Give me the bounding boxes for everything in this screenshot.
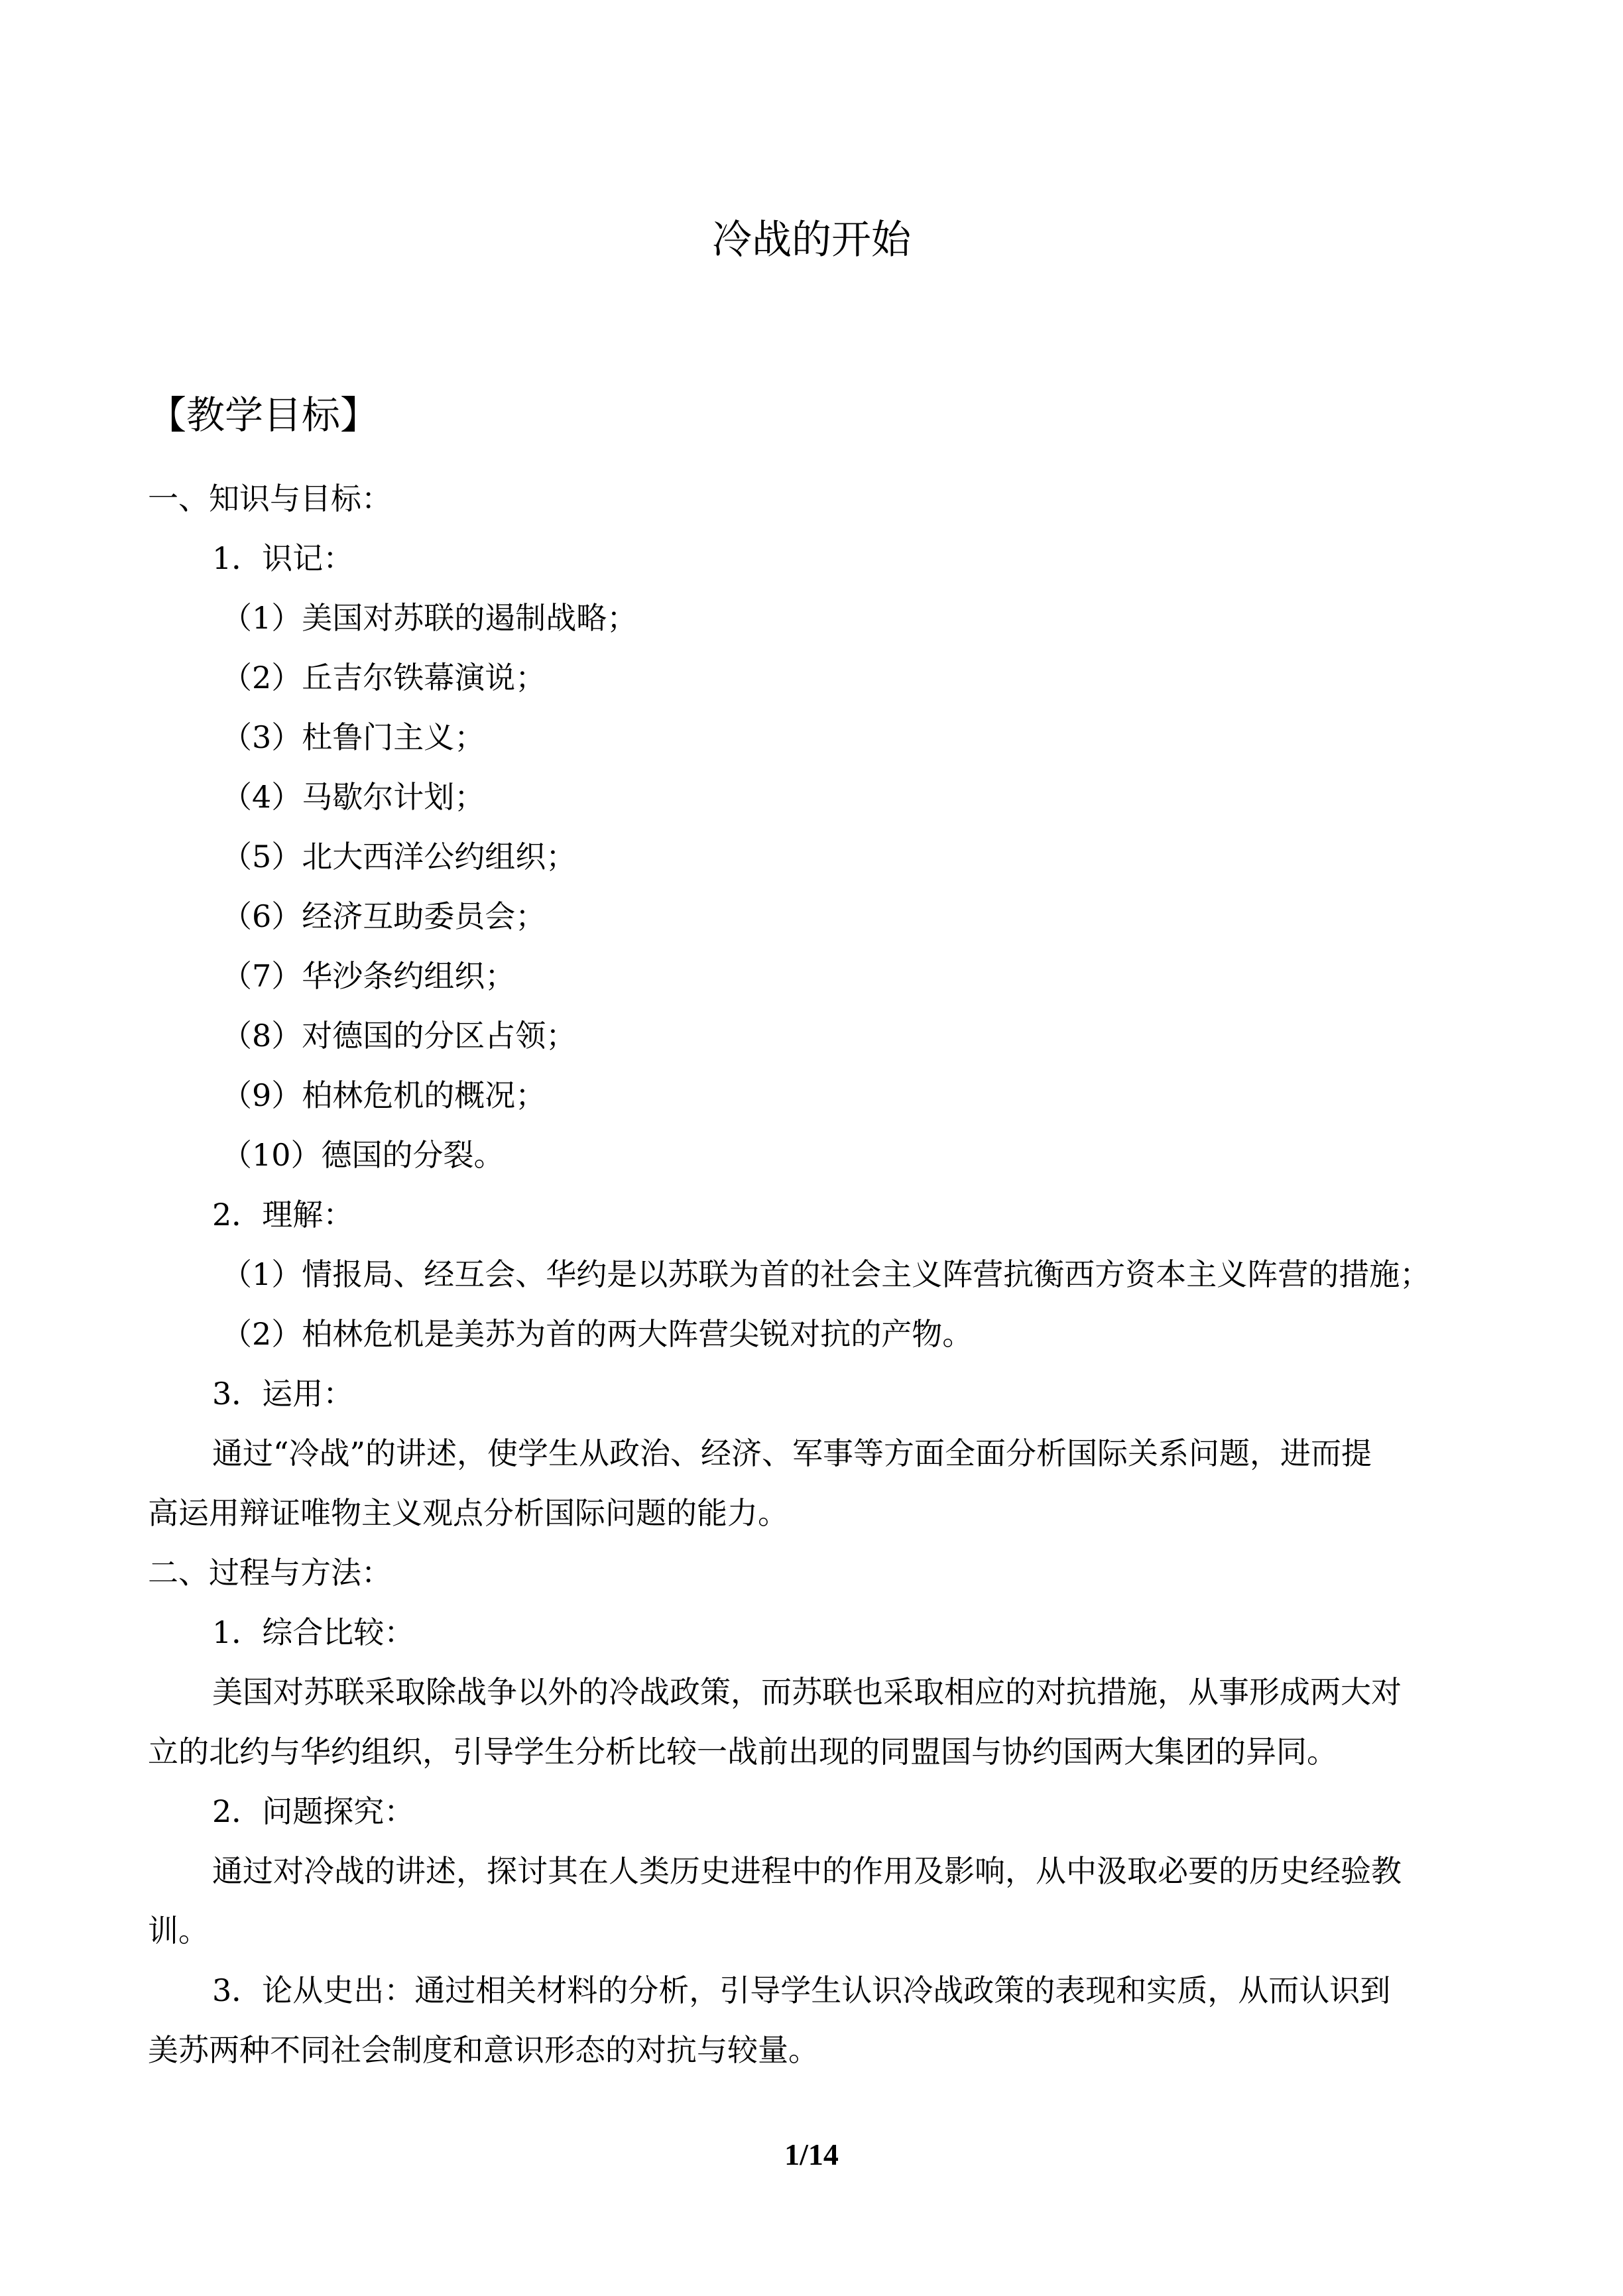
inquiry-paragraph-line: 训。 — [148, 1913, 209, 1949]
compare-paragraph-line: 美国对苏联采取除战争以外的冷战政策，而苏联也采取相应的对抗措施，从事形成两大对 — [212, 1674, 1402, 1710]
apply-paragraph-line: 通过“冷战”的讲述，使学生从政治、经济、军事等方面全面分析国际关系问题，进而提 — [212, 1435, 1372, 1471]
apply-heading: 3．运用： — [212, 1376, 354, 1412]
compare-paragraph-line: 立的北约与华约组织，引导学生分析比较一战前出现的同盟国与协约国两大集团的异同。 — [148, 1734, 1337, 1770]
recall-item: （6）经济互助委员会； — [221, 898, 546, 934]
part1-heading: 一、知识与目标： — [148, 481, 392, 516]
page-number: 1/14 — [784, 2138, 839, 2171]
understand-item: （2）柏林危机是美苏为首的两大阵营尖锐对抗的产物。 — [221, 1316, 973, 1352]
inquiry-paragraph-line: 通过对冷战的讲述，探讨其在人类历史进程中的作用及影响，从中汲取必要的历史经验教 — [212, 1853, 1402, 1889]
history-evidence-paragraph-line: 3．论从史出：通过相关材料的分析，引导学生认识冷战政策的表现和实质，从而认识到 — [212, 1972, 1391, 2008]
section-heading-teaching-objectives: 【教学目标】 — [148, 393, 379, 438]
recall-item: （5）北大西洋公约组织； — [221, 839, 577, 875]
recall-item: （4）马歇尔计划； — [221, 779, 485, 815]
apply-paragraph-line: 高运用辩证唯物主义观点分析国际问题的能力。 — [148, 1495, 788, 1531]
inquiry-heading: 2．问题探究： — [212, 1793, 415, 1829]
recall-item: （2）丘吉尔铁幕演说； — [221, 660, 546, 695]
recall-item: （3）杜鲁门主义； — [221, 719, 485, 755]
page-title: 冷战的开始 — [712, 217, 911, 263]
history-evidence-paragraph-line: 美苏两种不同社会制度和意识形态的对抗与较量。 — [148, 2032, 819, 2068]
recall-item: （8）对德国的分区占领； — [221, 1018, 577, 1054]
recall-item: （7）华沙条约组织； — [221, 958, 516, 994]
compare-heading: 1．综合比较： — [212, 1614, 415, 1650]
understand-item: （1）情报局、经互会、华约是以苏联为首的社会主义阵营抗衡西方资本主义阵营的措施； — [221, 1256, 1431, 1292]
understand-heading: 2．理解： — [212, 1197, 354, 1233]
recall-item: （10）德国的分裂。 — [221, 1137, 505, 1173]
part2-heading: 二、过程与方法： — [148, 1555, 392, 1591]
recall-heading: 1．识记： — [212, 540, 354, 576]
recall-item: （9）柏林危机的概况； — [221, 1077, 546, 1113]
recall-item: （1）美国对苏联的遏制战略； — [221, 600, 638, 636]
